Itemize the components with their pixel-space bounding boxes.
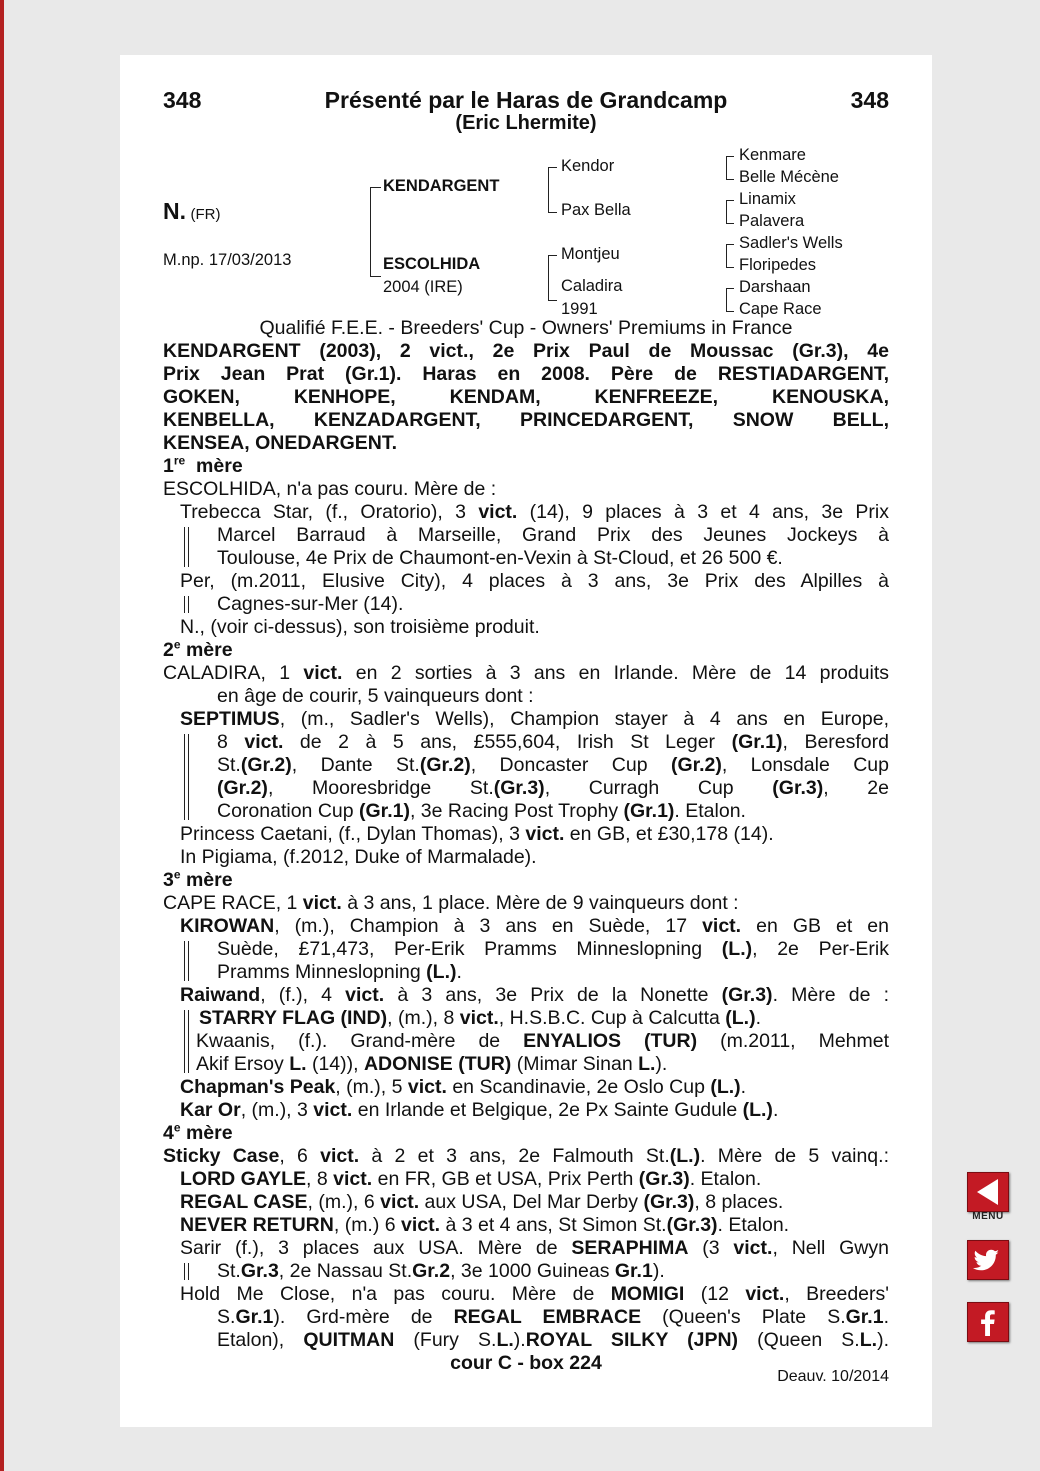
heading-sup: e [173,637,181,652]
pedigree-dam-dam: Caladira [561,277,623,295]
catalogue-page [120,55,932,1427]
heading-num: 4 [163,1122,174,1144]
kar-or-line: Kar Or, (m.), 3 vict. en Irlande et Belgique, 2e Px Sainte Gudule (L.). [180,1099,779,1121]
heading-num: 3 [163,869,174,891]
pedigree-sire: KENDARGENT [383,177,500,195]
catalogue-body [163,317,889,1375]
hold-me-close-cont-2: Etalon), QUITMAN (Fury S.L.).ROYAL SILKY (JPN) (Queen S.L.). [217,1329,889,1351]
princess-caetani-line: Princess Caetani, (f., Dylan Thomas), 3 vict. en GB, et £30,178 (14). [180,823,774,845]
text-line: (Gr.2), Mooresbridge St.(Gr.3), Curragh Cup (Gr.3), 2e [217,777,889,799]
hold-me-close-cont-1: S.Gr.1). Grd-mère de REGAL EMBRACE (Queen's Plate S.Gr.1. [217,1306,889,1328]
pedigree-bracket-gg4 [726,288,734,312]
in-pigiama-line: In Pigiama, (f.2012, Duke of Marmalade). [180,846,537,868]
kirowan-line: KIROWAN, (m.), Champion à 3 ans en Suède, 17 vict. en GB et en [180,915,889,937]
sire-line-4: KENBELLA, KENZADARGENT, PRINCEDARGENT, SNOW BELL, [163,409,889,431]
pedigree-gg-6: Floripedes [739,256,817,274]
raiwand-line: Raiwand, (f.), 4 vict. à 3 ans, 3e Prix de la Nonette (Gr.3). Mère de : [180,984,889,1006]
raiwand-produce [163,1007,889,1076]
first-dam-produce-1: Trebecca Star, (f., Oratorio), 3 vict. (14), 9 places à 3 et 4 ans, 3e Prix [180,501,889,523]
pedigree-dam-sire: Montjeu [561,245,620,263]
horse-sex-date: M.np. 17/03/2013 [163,251,292,269]
chapmans-peak-line: Chapman's Peak, (m.), 5 vict. en Scandinavie, 2e Oslo Cup (L.). [180,1076,747,1098]
heading-label: mère [185,1122,233,1144]
text-line: Suède, £71,473, Per-Erik Pramms Minneslopning (L.), 2e Per-Erik [217,938,889,960]
third-dam-heading [163,869,889,892]
fourth-dam-heading [163,1122,889,1145]
horse-origin: (FR) [190,206,221,223]
heading-sup: e [173,1120,181,1135]
page-subtitle: (Eric Lhermite) [455,112,597,134]
third-dam-intro: CAPE RACE, 1 vict. à 3 ans, 1 place. Mère de 9 vainqueurs dont : [163,892,739,914]
facebook-icon [968,1303,1008,1341]
pedigree-bracket-gg2 [726,200,734,224]
pedigree-gg-1: Kenmare [739,146,806,164]
pedigree-gg-8: Cape Race [739,300,822,318]
hold-me-close-line: Hold Me Close, n'a pas couru. Mère de MOMIGI (12 vict., Breeders' [180,1283,889,1305]
twitter-button[interactable] [967,1240,1009,1280]
text-line: Kwaanis, (f.). Grand-mère de ENYALIOS (TUR) (m.2011, Mehmet [196,1030,890,1052]
page-title: Présenté par le Haras de Grandcamp [324,87,728,113]
pedigree-bracket-parents [370,187,381,277]
sale-date: Deauv. 10/2014 [777,1368,889,1385]
pedigree-gg-2: Belle Mécène [739,168,839,186]
second-dam-heading [163,639,889,662]
lot-number-left: 348 [163,87,202,113]
first-dam-produce-2: Per, (m.2011, Elusive City), 4 places à 3 ans, 3e Prix des Alpilles à [180,570,889,592]
sire-line-1: KENDARGENT (2003), 2 vict., 2e Prix Paul de Moussac (Gr.3), 4e [163,340,889,362]
text-line: St.(Gr.2), Dante St.(Gr.2), Doncaster Cup (Gr.2), Lonsdale Cup [217,754,889,776]
lot-number-right: 348 [850,87,889,113]
first-dam-produce-1-cont [163,524,889,570]
sire-line-5: KENSEA, ONEDARGENT. [163,432,398,454]
pedigree-bracket-dam [548,255,557,301]
heading-label: mère [185,639,233,661]
regal-case-line: REGAL CASE, (m.), 6 vict. aux USA, Del Mar Derby (Gr.3), 8 places. [180,1191,784,1213]
first-dam-heading [163,455,889,478]
text-line: Marcel Barraud à Marseille, Grand Prix des Jeunes Jockeys à [217,524,889,546]
text-line: Cagnes-sur-Mer (14). [217,593,404,615]
first-dam-produce-2-cont [163,593,889,616]
horse-name: N. [163,198,186,224]
text-line: Toulouse, 4e Prix de Chaumont-en-Vexin à St-Cloud, et 26 500 €. [217,547,783,569]
pedigree-gg-7: Darshaan [739,278,811,296]
pedigree-dam-dam-year: 1991 [561,300,598,318]
heading-label: mère [196,455,243,477]
septimus-details [163,731,889,823]
pedigree-bracket-gg1 [726,156,734,180]
lord-gayle-line: LORD GAYLE, 8 vict. en FR, GB et USA, Prix Perth (Gr.3). Etalon. [180,1168,762,1190]
sarir-details [163,1260,889,1283]
text-line: Coronation Cup (Gr.1), 3e Racing Post Trophy (Gr.1). Etalon. [217,800,746,822]
heading-sup: re [173,453,186,468]
text-line: Akif Ersoy L. (14)), ADONISE (TUR) (Mimar Sinan L.). [196,1053,668,1075]
fourth-dam-intro: Sticky Case, 6 vict. à 2 et 3 ans, 2e Falmouth St.(L.). Mère de 5 vainq.: [163,1145,889,1167]
sire-line-2: Prix Jean Prat (Gr.1). Haras en 2008. Père de RESTIADARGENT, [163,363,889,385]
horse-name-line [163,198,220,225]
text-line: Pramms Minneslopning (L.). [217,961,462,983]
second-dam-intro-cont: en âge de courir, 5 vainqueurs dont : [217,685,534,707]
left-edge-stripe [0,0,4,1471]
sire-line-3: GOKEN, KENHOPE, KENDAM, KENFREEZE, KENOUSKA, [163,386,889,408]
text-line: STARRY FLAG (IND), (m.), 8 vict., H.S.B.C. Cup à Calcutta (L.). [199,1007,762,1029]
qualification-line: Qualifié F.E.E. - Breeders' Cup - Owners' Premiums in France [259,317,793,339]
septimus-line: SEPTIMUS, (m., Sadler's Wells), Champion stayer à 4 ans en Europe, [180,708,889,730]
heading-num: 1 [163,455,174,477]
pedigree-dam: ESCOLHIDA [383,255,481,273]
pedigree-sire-sire: Kendor [561,157,615,175]
stall-location: cour C - box 224 [450,1352,602,1374]
heading-num: 2 [163,639,174,661]
facebook-button[interactable] [967,1302,1009,1342]
pedigree-gg-5: Sadler's Wells [739,234,843,252]
menu-label[interactable]: MENU [972,1211,1004,1222]
kirowan-details [163,938,889,984]
heading-label: mère [185,869,233,891]
text-line: 8 vict. de 2 à 5 ans, £555,604, Irish St Leger (Gr.1), Beresford [217,731,889,753]
first-dam-produce-3: N., (voir ci-dessus), son troisième produit. [180,616,540,638]
first-dam-intro: ESCOLHIDA, n'a pas couru. Mère de : [163,478,497,500]
text-line: St.Gr.3, 2e Nassau St.Gr.2, 3e 1000 Guineas Gr.1). [217,1260,665,1282]
pedigree-sire-dam: Pax Bella [561,201,631,219]
twitter-bird-icon [968,1241,1008,1279]
second-dam-intro: CALADIRA, 1 vict. en 2 sorties à 3 ans en Irlande. Mère de 14 produits [163,662,889,684]
menu-button[interactable] [967,1172,1009,1212]
pedigree-dam-info: 2004 (IRE) [383,278,463,296]
sarir-line: Sarir (f.), 3 places aux USA. Mère de SERAPHIMA (3 vict., Nell Gwyn [180,1237,889,1259]
back-arrow-icon [968,1173,1008,1211]
heading-sup: e [173,867,181,882]
never-return-line: NEVER RETURN, (m.) 6 vict. à 3 et 4 ans, St Simon St.(Gr.3). Etalon. [180,1214,790,1236]
sire-paragraph [163,340,889,455]
pedigree-gg-4: Palavera [739,212,805,230]
pedigree-gg-3: Linamix [739,190,796,208]
pedigree-bracket-gg3 [726,244,734,268]
pedigree-bracket-sire [548,167,557,213]
